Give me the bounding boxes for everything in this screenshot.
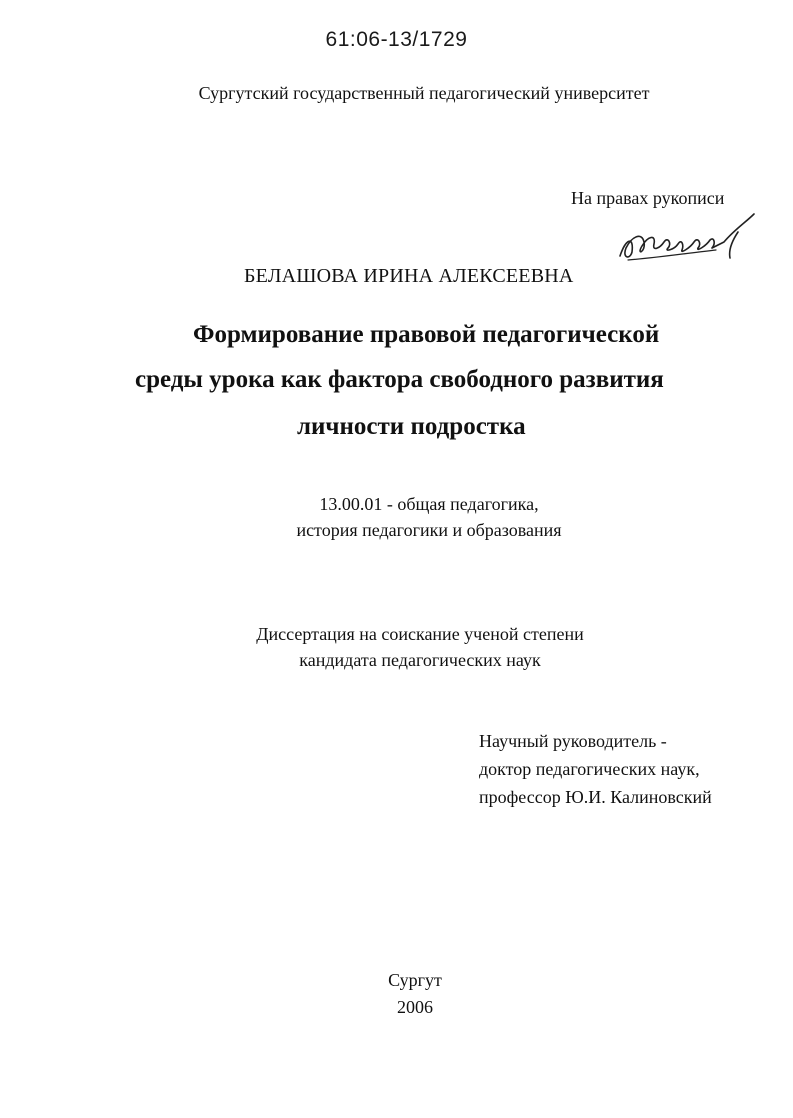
supervisor-line: профессор Ю.И. Калиновский — [479, 787, 712, 807]
place-and-year — [350, 967, 480, 1021]
specialty-code — [250, 491, 608, 543]
catalog-number: 61:06-13/1729 — [325, 28, 468, 51]
specialty-line: 13.00.01 - общая педагогика, — [319, 494, 539, 514]
thesis-title-line: среды урока как фактора свободного развития — [135, 366, 664, 393]
supervisor-line: Научный руководитель - — [479, 731, 667, 751]
specialty-line: история педагогики и образования — [296, 520, 562, 540]
city: Сургут — [388, 970, 442, 990]
dissertation-degree — [230, 621, 610, 673]
handwritten-signature — [612, 208, 762, 268]
rights-notice: На правах рукописи — [571, 188, 725, 208]
degree-line: кандидата педагогических наук — [299, 650, 541, 670]
author-name: БЕЛАШОВА ИРИНА АЛЕКСЕЕВНА — [244, 265, 574, 287]
thesis-title-line: Формирование правовой педагогической — [193, 321, 660, 348]
supervisor-line: доктор педагогических наук, — [479, 759, 700, 779]
thesis-title-line: личности подростка — [297, 413, 526, 440]
year: 2006 — [397, 997, 433, 1017]
degree-line: Диссертация на соискание ученой степени — [256, 624, 584, 644]
scientific-supervisor — [479, 727, 712, 811]
university-name: Сургутский государственный педагогический университет — [198, 83, 650, 103]
